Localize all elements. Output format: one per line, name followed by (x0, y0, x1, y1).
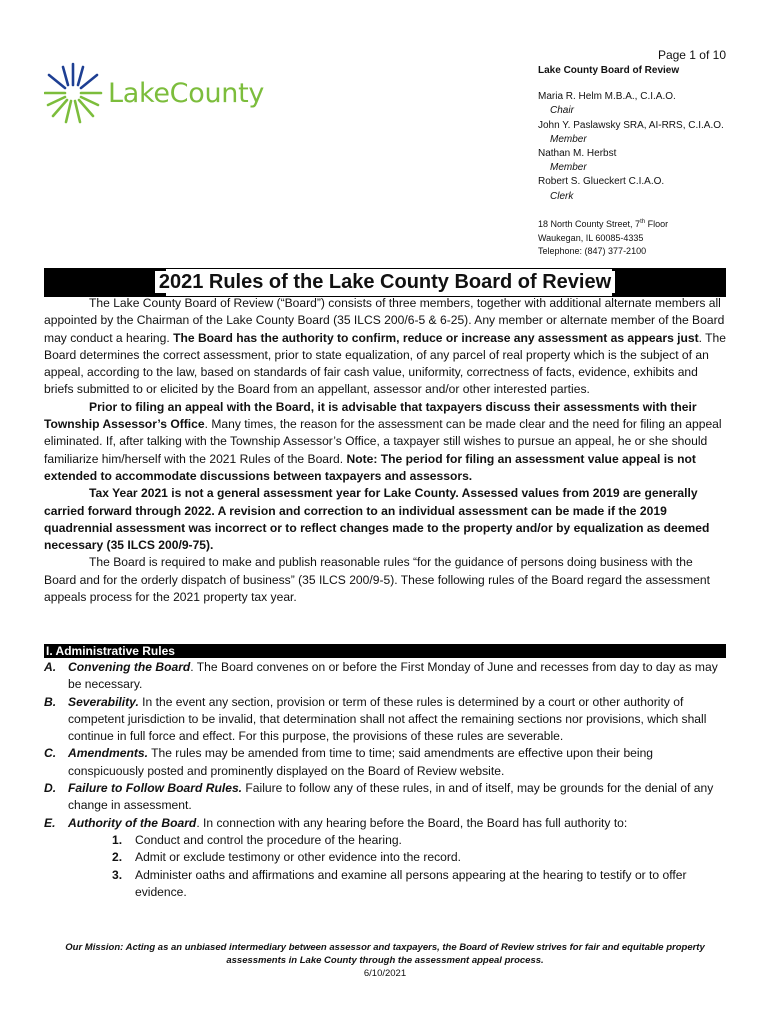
board-name: Lake County Board of Review (538, 65, 680, 76)
lake-county-logo (44, 60, 284, 130)
authority-subitem: 3. Administer oaths and affirmations and examine all persons appearing at the hearing to testify or to offer evidence. (112, 867, 687, 899)
board-address (538, 216, 668, 259)
footer-date: 6/10/2021 (363, 968, 407, 979)
board-member-list (538, 64, 724, 204)
member-name: John Y. Paslawsky SRA, AI-RRS, C.I.A.O. (538, 119, 724, 131)
member-role: Clerk (550, 190, 574, 202)
mission-footer (44, 941, 726, 980)
address-city: Waukegan, IL 60085-4335 (538, 232, 644, 243)
intro-paragraph: The Lake County Board of Review (“Board”) consists of three members, together with additional alternate members all appointed by the Chairman of the Lake County Board (35 ILCS 200/6-5 & 6-25). Any member or alternate member of the Board may conduct a hearing. The Board has the authority to confirm, reduce or increase any assessment as appears just. The Board determines the correct assessment, prior to state equalization, of any parcel of real property which is the subject of an appeal, according to the law, based on standards of fair cash value, uniformity, correctness of facts, evidence, exhibits and briefs submitted to or elicited by the Board from an appellant, assessor and/or other interested parties. (44, 296, 727, 397)
rule-item: D. Failure to Follow Board Rules. Failure to follow any of these rules, in and of itself, may be grounds for the denial of any change in assessment. (44, 781, 714, 813)
document-title-bar (44, 268, 726, 297)
intro-text (44, 295, 726, 606)
mission-statement: Our Mission: Acting as an unbiased intermediary between assessor and taxpayers, the Board of Review strives for fair and equitable property assessments in Lake County through the assessment appeal process. (65, 942, 705, 966)
member-name: Nathan M. Herbst (538, 148, 617, 160)
administrative-rules-list (44, 659, 726, 901)
rule-item: E. Authority of the Board. In connection with any hearing before the Board, the Board has full authority to: (44, 815, 628, 830)
member-role: Member (550, 162, 587, 174)
starburst-logo-icon (44, 60, 104, 126)
section-heading: I. Administrative Rules (44, 644, 726, 658)
address-phone: Telephone: (847) 377-2100 (538, 246, 647, 256)
member-name: Robert S. Glueckert C.I.A.O. (538, 176, 665, 188)
member-name: Maria R. Helm M.B.A., C.I.A.O. (538, 91, 676, 103)
intro-paragraph: The Board is required to make and publish reasonable rules “for the guidance of persons doing business with the Board and for the orderly dispatch of business” (35 ILCS 200/9-5). These following rules of the Board regard the assessment appeals process for the 2021 property tax year. (44, 555, 710, 605)
rule-item: A. Convening the Board. The Board convenes on or before the First Monday of June and recesses from day to day as may be necessary. (44, 660, 718, 692)
document-title: 2021 Rules of the Lake County Board of Review (44, 269, 726, 296)
logo-text: LakeCounty (108, 78, 265, 109)
authority-subitem: 1. Conduct and control the procedure of the hearing. (112, 832, 402, 847)
intro-paragraph: Prior to filing an appeal with the Board, it is advisable that taxpayers discuss their assessments with their Township Assessor’s Office. Many times, the reason for the assessment can be made clear and the need for filing an appeal eliminated. If, after talking with the Township Assessor’s Office, a taxpayer still wishes to pursue an appeal, he or she should familiarize him/herself with the 2021 Rules of the Board. Note: The period for filing an assessment value appeal is not extended to accommodate discussions between taxpayers and assessors. (44, 399, 722, 483)
page-number: Page 1 of 10 (657, 48, 726, 62)
member-role: Chair (550, 105, 574, 117)
member-role: Member (550, 133, 587, 145)
rule-item: C. Amendments. The rules may be amended from time to time; said amendments are effective upon their being conspicuously posted and prominently displayed on the Board of Review website. (44, 746, 654, 778)
address-street: 18 North County Street, 7th Floor (538, 219, 669, 229)
authority-subitem: 2. Admit or exclude testimony or other evidence into the record. (112, 850, 462, 865)
rule-item: B. Severability. In the event any section, provision or term of these rules is determined by a court or other authority of competent jurisdiction to be invalid, that determination shall not affect the remaining sections nor provisions, which shall continue in full force and effect. For this purpose, the provisions of these rules are severable. (44, 694, 707, 744)
intro-paragraph: Tax Year 2021 is not a general assessment year for Lake County. Assessed values from 2019 are generally carried forward through 2022. A revision and correction to an individual assessment can be made if the 2019 quadrennial assessment was incorrect or to reflect changes made to the property and/or by equalization as deemed necessary (35 ILCS 200/9-75). (44, 486, 710, 553)
